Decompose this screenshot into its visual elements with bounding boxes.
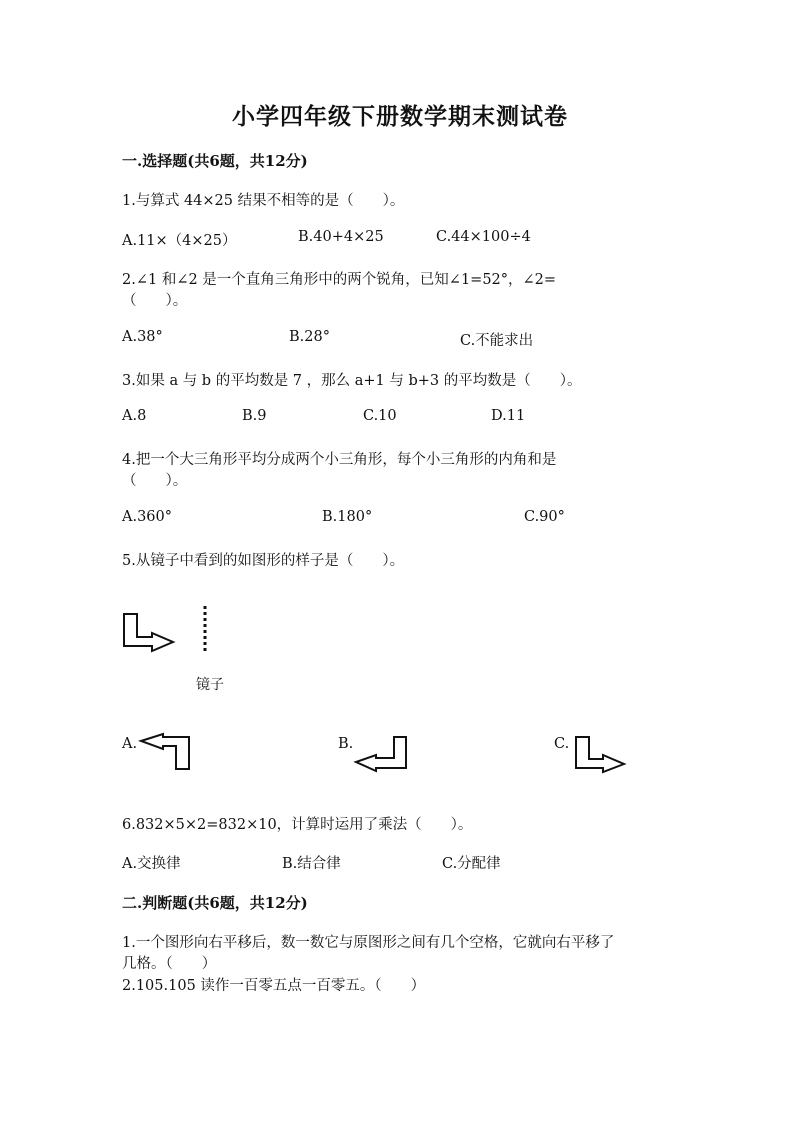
q5-option-c-figure — [0, 0, 1, 1]
q6-option-c: C.分配律 — [442, 856, 501, 872]
question-1: 1.与算式 44×25 结果不相等的是（ ）。 — [122, 193, 405, 209]
q4-option-a: A.360° — [122, 509, 173, 525]
mirror-label: 镜子 — [196, 677, 224, 693]
q6-option-a: A.交换律 — [122, 856, 181, 872]
q6-option-b: B.结合律 — [282, 856, 341, 872]
q2-option-b: B.28° — [289, 329, 330, 345]
section-heading-choice: 一.选择题(共6题，共12分) — [122, 152, 308, 170]
question-2-line1: 2.∠1 和∠2 是一个直角三角形中的两个锐角，已知∠1=52°，∠2= — [122, 272, 557, 288]
q2-option-a: A.38° — [122, 329, 163, 345]
q5-option-c: C. — [554, 736, 570, 752]
q1-option-c: C.44×100÷4 — [436, 229, 531, 245]
judgment-2: 2.105.105 读作一百零五点一百零五。（ ） — [122, 978, 426, 994]
q3-option-d: D.11 — [491, 408, 526, 424]
question-6: 6.832×5×2=832×10，计算时运用了乘法（ ）。 — [122, 817, 473, 833]
q4-option-b: B.180° — [322, 509, 373, 525]
section-heading-judgment: 二.判断题(共6题，共12分) — [122, 894, 308, 912]
q3-option-a: A.8 — [122, 408, 147, 424]
q3-option-b: B.9 — [242, 408, 267, 424]
q1-option-b: B.40+4×25 — [298, 229, 384, 245]
question-5: 5.从镜子中看到的如图形的样子是（ ）。 — [122, 553, 405, 569]
q5-option-b: B. — [338, 736, 354, 752]
judgment-1-line1: 1.一个图形向右平移后，数一数它与原图形之间有几个空格，它就向右平移了 — [122, 935, 615, 951]
q3-option-c: C.10 — [363, 408, 397, 424]
question-3: 3.如果 a 与 b 的平均数是 7 ，那么 a+1 与 b+3 的平均数是（ ）。 — [122, 373, 582, 389]
judgment-1-line2: 几格。（ ） — [122, 956, 217, 972]
q1-option-a: A.11×（4×25） — [122, 233, 237, 249]
q2-option-c: C.不能求出 — [460, 333, 534, 349]
q4-option-c: C.90° — [524, 509, 565, 525]
q5-option-a: A. — [122, 736, 138, 752]
question-4-line1: 4.把一个大三角形平均分成两个小三角形，每个小三角形的内角和是 — [122, 452, 557, 468]
page-title: 小学四年级下册数学期末测试卷 — [232, 103, 568, 130]
question-2-line2: （ ）。 — [122, 293, 188, 309]
question-4-line2: （ ）。 — [122, 473, 188, 489]
